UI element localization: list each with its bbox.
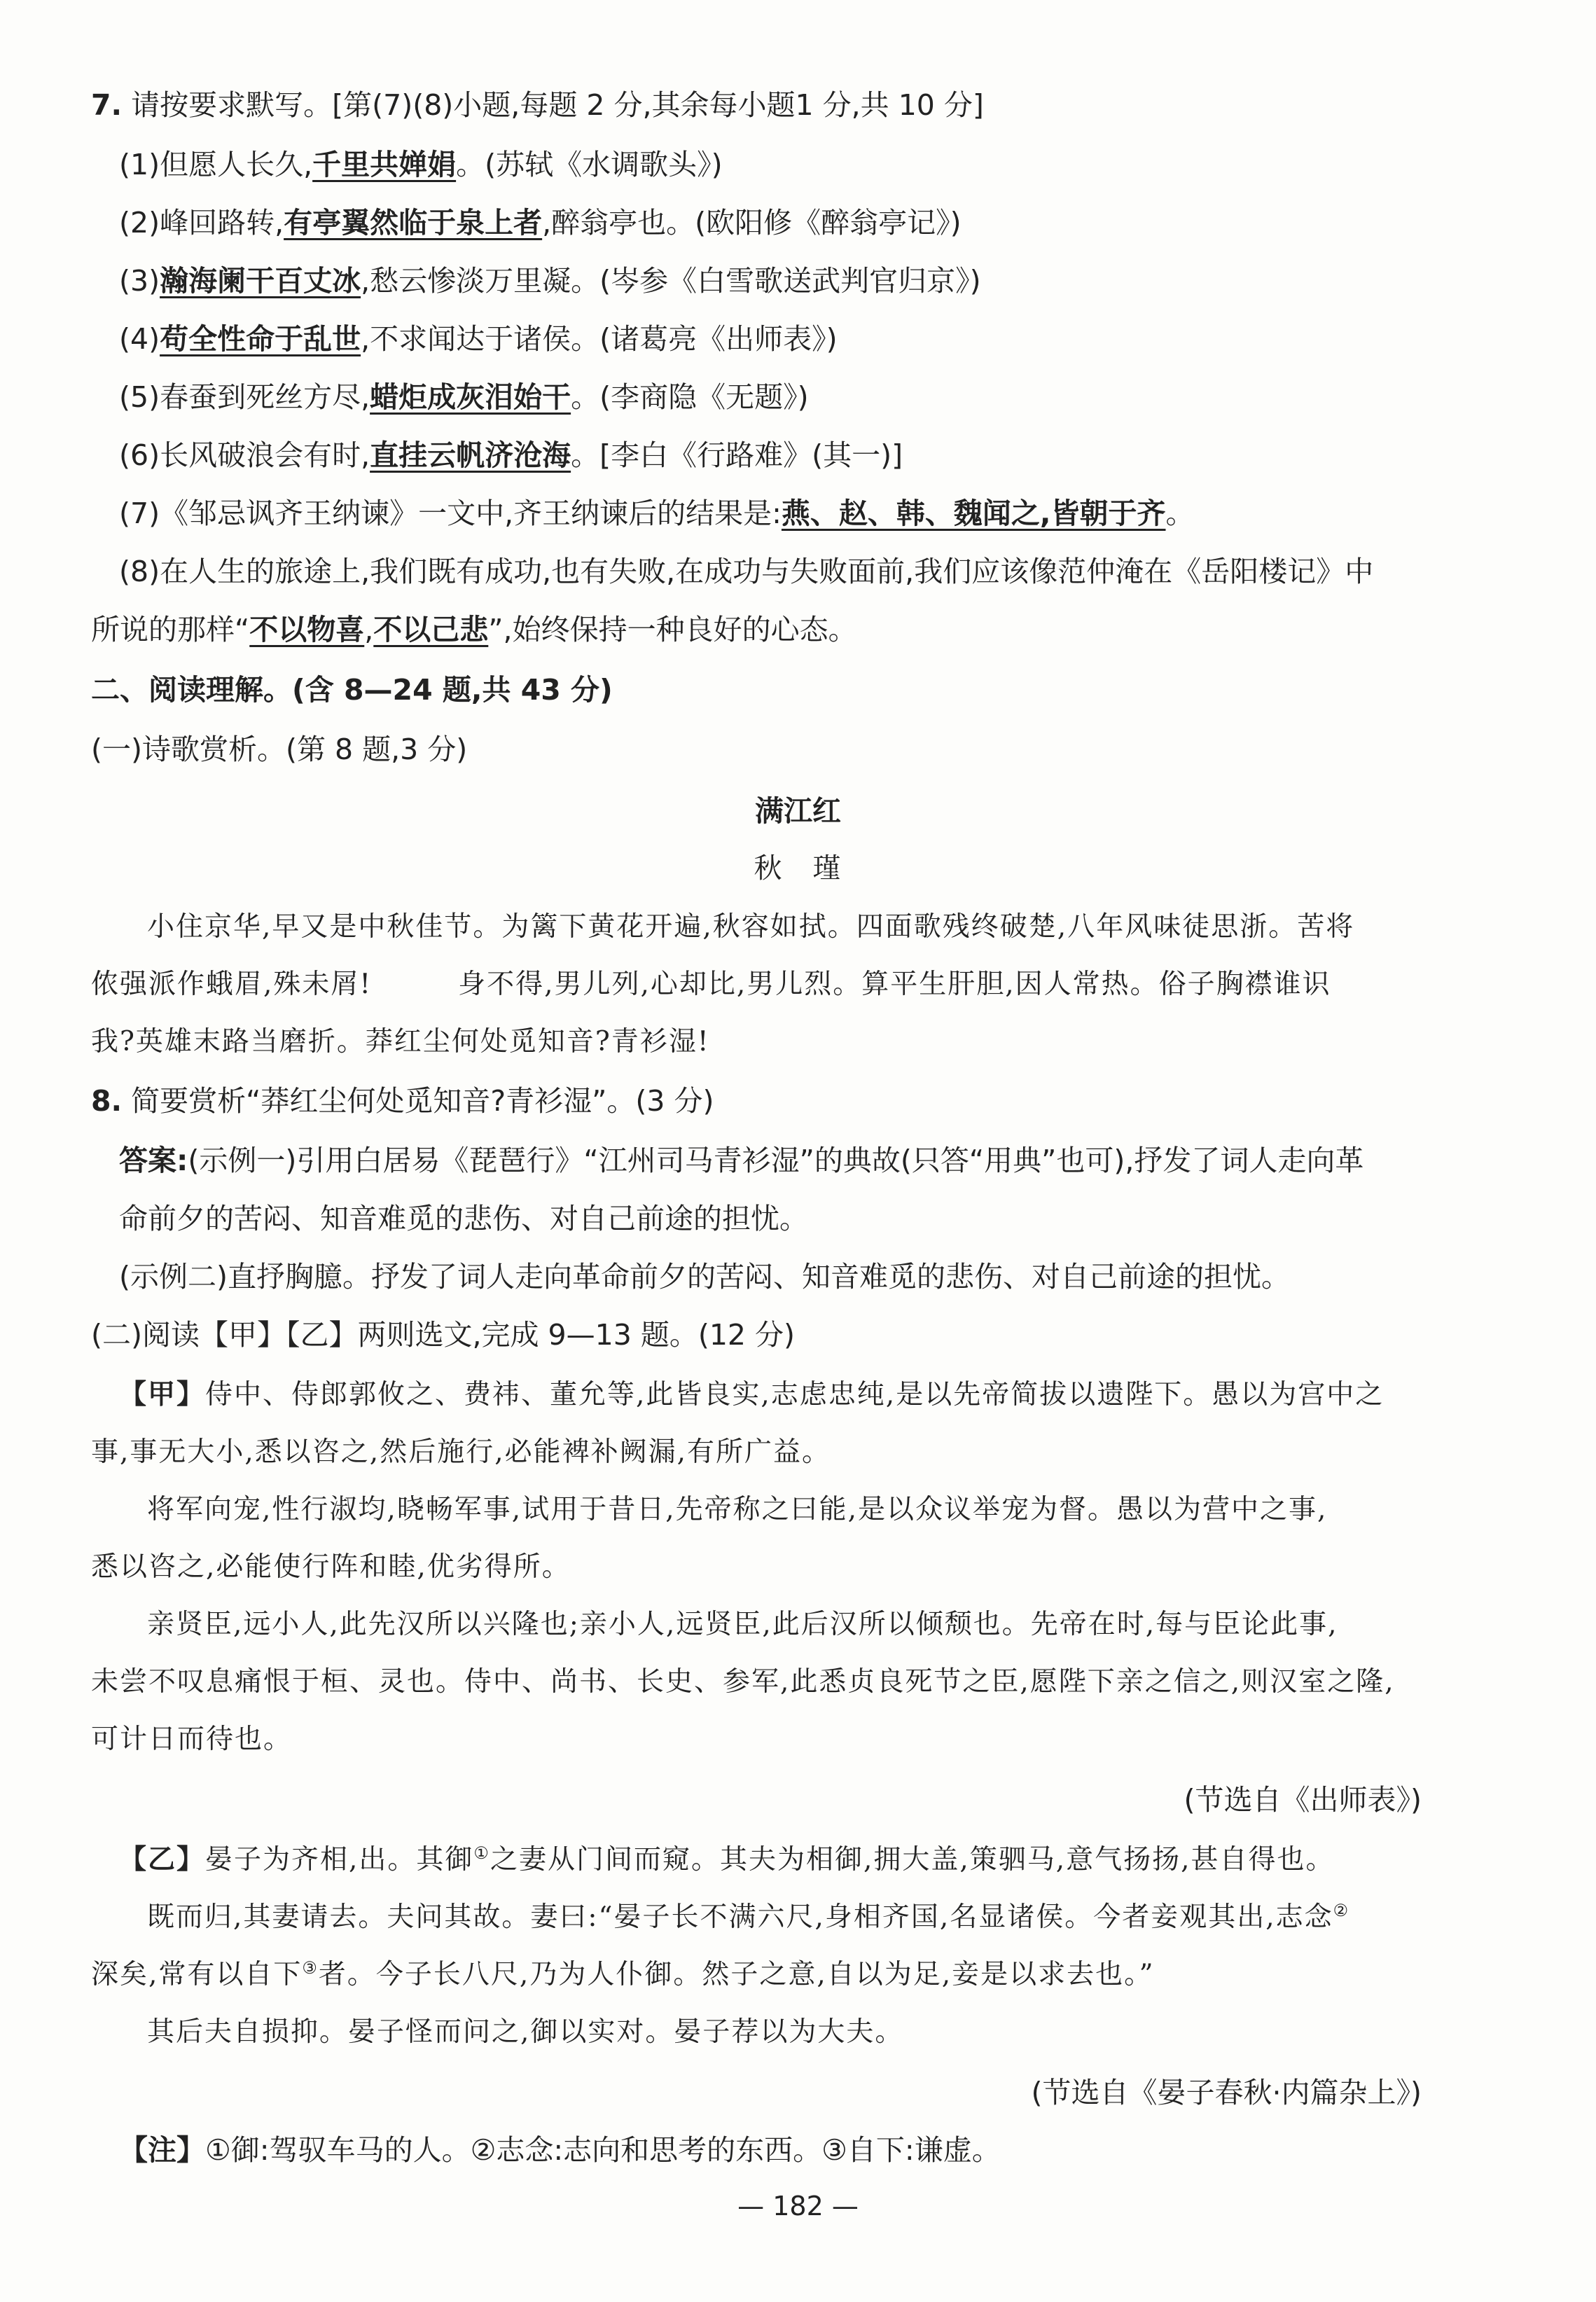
q7-prompt-text: 请按要求默写。[第(7)(8)小题,每题 2 分,其余每小题1 分,共 10 分] [131,88,984,122]
q7-item-2 [119,202,1596,244]
yi-line-3 [91,1954,1596,1996]
note-line [119,2129,1596,2171]
q7-item-3-answer: 瀚海阑干百丈冰 [160,264,361,298]
q7-item-2-post: ,醉翁亭也。(欧阳修《醉翁亭记》) [542,206,962,240]
q7-item-8-answer-2: 不以己悲 [373,613,489,646]
section-2-part-1-title: (一)诗歌赏析。(第 8 题,3 分) [91,733,468,766]
q7-item-7-answer: 燕、赵、韩、魏闻之,皆朝于齐 [781,497,1166,530]
poem-line-1: 小住京华,早又是中秋佳节。为篱下黄花开遍,秋容如拭。四面歌残终破楚,八年风味徒思浙。苦将 [147,911,1355,943]
jia-line-7: 可计日而待也。 [91,1724,293,1755]
q8-answer-line-3: (示例二)直抒胸臆。抒发了词人走向革命前夕的苦闷、知音难觅的悲伤、对自己前途的担忧。 [119,1260,1290,1294]
q7-item-4-answer: 苟全性命于乱世 [160,322,361,356]
q7-item-5-answer: 蜡炬成灰泪始干 [370,380,571,414]
q8-answer-text-1: (示例一)引用白居易《琵琶行》“江州司马青衫湿”的典故(只答“用典”也可),抒发了词人走向革 [188,1144,1364,1177]
q7-item-5 [119,376,1596,418]
q7-item-8-pre: 所说的那样“ [91,613,250,646]
jia-line-3: 将军向宠,性行淑均,晓畅军事,试用于昔日,先帝称之曰能,是以众议举宠为督。愚以为营中之事, [147,1494,1328,1525]
q7-item-4 [119,318,1596,360]
q7-item-2-answer: 有亭翼然临于泉上者 [284,206,543,240]
q8-answer-line-2: 命前夕的苦闷、知音难觅的悲伤、对自己前途的担忧。 [119,1202,808,1235]
yi-text-3b: 者。今子长八尺,乃为人仆御。然子之意,自以为足,妾是以求去也。” [318,1959,1155,1990]
page-number: — 182 — [737,2191,859,2221]
q7-item-6-answer: 直挂云帆济沧海 [370,438,571,472]
q7-item-3-post: ,愁云惨淡万里凝。(岑参《白雪歌送武判官归京》) [361,264,981,298]
q7-item-1-pre: (1)但愿人长久, [119,148,313,181]
q7-item-1 [119,144,1596,186]
jia-text-1: 侍中、侍郎郭攸之、费祎、董允等,此皆良实,志虑忠纯,是以先帝简拔以遗陛下。愚以为宫中之 [205,1379,1385,1410]
jia-line-1 [119,1374,1596,1416]
q7-item-4-pre: (4) [119,322,160,356]
poem-line-3: 我?英雄末路当磨折。莽红尘何处觅知音?青衫湿! [91,1026,710,1058]
q7-item-3-pre: (3) [119,264,160,298]
yi-footnote-3: ③ [302,1958,319,1978]
yi-line-4: 其后夫自损抑。晏子怪而问之,御以实对。晏子荐以为大夫。 [147,2016,904,2048]
q7-item-8-line1: (8)在人生的旅途上,我们既有成功,也有失败,在成功与失败面前,我们应该像范仲淹在《岳阳楼记》中 [119,555,1374,588]
jia-line-5: 亲贤臣,远小人,此先汉所以兴隆也;亲小人,远贤臣,此后汉所以倾颓也。先帝在时,每与臣论此事, [147,1609,1338,1640]
poem-author: 秋 瑾 [754,852,842,885]
q7-item-6 [119,434,1596,476]
q7-item-8-post: ”,始终保持一种良好的心态。 [488,613,857,646]
q8-answer-line-1 [119,1139,1596,1181]
q7-prompt [91,84,1596,126]
note-text: ①御:驾驭车马的人。②志念:志向和思考的东西。③自下:谦虚。 [205,2133,1001,2167]
q7-item-7-post: 。 [1165,497,1195,530]
q7-item-8-mid: , [364,613,374,646]
q7-number: 7. [91,88,123,122]
yi-text-2: 既而归,其妻请去。夫问其故。妻曰:“晏子长不满六尺,身相齐国,名显诸侯。今者妾观其出,志念 [147,1901,1333,1933]
q7-item-3 [119,260,1596,302]
note-label: 【注】 [119,2133,205,2167]
q7-item-5-post: 。(李商隐《无题》) [571,380,809,414]
jia-label: 【甲】 [119,1379,206,1410]
q8-answer-label: 答案: [119,1144,188,1177]
q7-item-1-post: 。(苏轼《水调歌头》) [456,148,723,181]
poem-line-2: 侬强派作蛾眉,殊未屑! 身不得,男儿列,心却比,男儿烈。算平生肝胆,因人常热。俗子胸襟谁识 [91,969,1331,1000]
q7-item-8-line2 [91,609,1596,651]
q7-item-1-answer: 千里共婵娟 [312,148,457,181]
q7-item-2-pre: (2)峰回路转, [119,206,284,240]
jia-line-6: 未尝不叹息痛恨于桓、灵也。侍中、尚书、长史、参军,此悉贞良死节之臣,愿陛下亲之信之,则汉室之隆, [91,1666,1395,1698]
q7-item-7-pre: (7)《邹忌讽齐王纳谏》一文中,齐王纳谏后的结果是: [119,497,782,530]
yi-line-1 [119,1839,1596,1881]
q8-prompt [91,1080,1596,1122]
part-2-title: (二)阅读【甲】【乙】两则选文,完成 9—13 题。(12 分) [91,1318,796,1352]
q7-item-8-answer-1: 不以物喜 [249,613,365,646]
jia-line-2: 事,事无大小,悉以咨之,然后施行,必能裨补阙漏,有所广益。 [91,1436,831,1468]
poem-title: 满江红 [755,794,841,828]
q7-item-7 [119,492,1596,534]
q7-item-5-pre: (5)春蚕到死丝方尽, [119,380,370,414]
jia-line-4: 悉以咨之,必能使行阵和睦,优劣得所。 [91,1551,571,1583]
q7-item-6-pre: (6)长风破浪会有时, [119,438,370,472]
q7-item-4-post: ,不求闻达于诸侯。(诸葛亮《出师表》) [361,322,838,356]
yi-footnote-2: ② [1333,1901,1350,1920]
yi-line-2 [147,1897,1596,1939]
section-2-title: 二、阅读理解。(含 8—24 题,共 43 分) [91,673,613,707]
yi-footnote-1: ① [473,1843,490,1863]
q8-prompt-text: 简要赏析“莽红尘何处觅知音?青衫湿”。(3 分) [131,1084,714,1118]
q8-number: 8. [91,1084,123,1118]
yi-label: 【乙】 [119,1844,206,1875]
jia-source: (节选自《出师表》) [1184,1783,1422,1817]
yi-text-1a: 晏子为齐相,出。其御 [205,1844,474,1875]
q7-item-6-post: 。[李白《行路难》(其一)] [571,438,903,472]
yi-text-3a: 深矣,常有以自下 [91,1959,303,1990]
yi-source: (节选自《晏子春秋·内篇杂上》) [1031,2076,1422,2109]
yi-text-1b: 之妻从门间而窥。其夫为相御,拥大盖,策驷马,意气扬扬,甚自得也。 [490,1844,1335,1875]
